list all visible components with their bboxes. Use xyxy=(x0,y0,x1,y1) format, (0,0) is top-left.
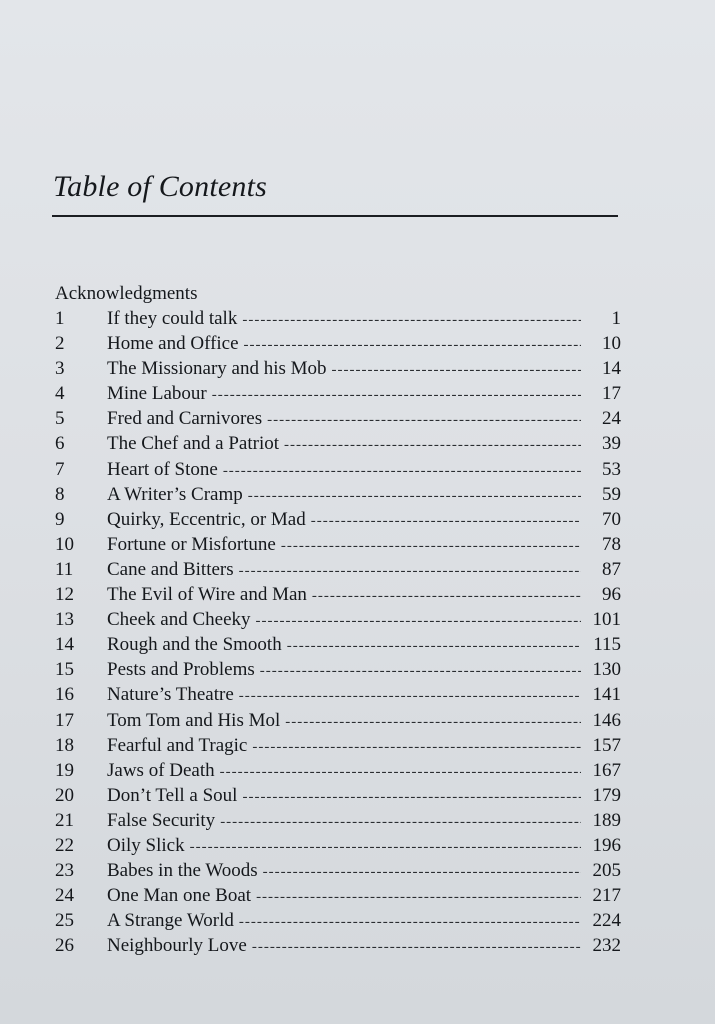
dot-leader xyxy=(311,509,581,534)
page-number: 115 xyxy=(593,634,621,656)
dot-leader xyxy=(252,735,581,760)
page-number: 59 xyxy=(602,483,621,505)
dot-leader xyxy=(220,760,581,785)
dot-leader xyxy=(242,308,581,333)
toc-entry xyxy=(55,657,621,682)
chapter-title: Cane and Bitters xyxy=(107,558,234,580)
chapter-number: 24 xyxy=(55,885,74,907)
toc-entry xyxy=(55,933,621,958)
toc-entry xyxy=(55,758,621,783)
toc-entry xyxy=(55,406,621,431)
toc-entry xyxy=(55,381,621,406)
chapter-title: Tom Tom and His Mol xyxy=(107,709,281,731)
chapter-title: Babes in the Woods xyxy=(107,860,258,882)
dot-leader xyxy=(256,609,581,634)
chapter-number: 18 xyxy=(55,734,74,756)
dot-leader xyxy=(263,860,581,885)
toc-entry xyxy=(55,356,621,381)
chapter-title: Nature’s Theatre xyxy=(107,684,234,706)
dot-leader xyxy=(284,433,581,458)
dot-leader xyxy=(285,710,581,735)
chapter-number: 25 xyxy=(55,910,74,932)
dot-leader xyxy=(312,584,581,609)
dot-leader xyxy=(190,835,581,860)
page-number: 101 xyxy=(592,609,621,631)
page-number: 14 xyxy=(602,358,621,380)
page-number: 141 xyxy=(592,684,621,706)
toc-preface-entry: Acknowledgments xyxy=(55,283,198,304)
toc-entry xyxy=(55,532,621,557)
page-number: 189 xyxy=(592,809,621,831)
chapter-title: The Missionary and his Mob xyxy=(107,358,327,380)
chapter-number: 4 xyxy=(55,383,65,405)
chapter-title: Fred and Carnivores xyxy=(107,408,263,430)
chapter-number: 26 xyxy=(55,935,74,957)
toc-entry xyxy=(55,557,621,582)
toc-entry xyxy=(55,682,621,707)
dot-leader xyxy=(239,559,581,584)
toc-entry xyxy=(55,708,621,733)
dot-leader xyxy=(287,634,581,659)
toc-entry xyxy=(55,607,621,632)
toc-entry xyxy=(55,808,621,833)
page-number: 53 xyxy=(602,458,621,480)
page-number: 10 xyxy=(602,333,621,355)
chapter-title: The Chef and a Patriot xyxy=(107,433,280,455)
chapter-number: 10 xyxy=(55,533,74,555)
chapter-number: 6 xyxy=(55,433,65,455)
toc-entry xyxy=(55,431,621,456)
chapter-title: One Man one Boat xyxy=(107,885,252,907)
dot-leader xyxy=(239,684,581,709)
toc-entry xyxy=(55,457,621,482)
chapter-title: A Strange World xyxy=(107,910,234,932)
dot-leader xyxy=(267,408,581,433)
toc-entry xyxy=(55,582,621,607)
chapter-number: 15 xyxy=(55,659,74,681)
dot-leader xyxy=(332,358,581,383)
dot-leader xyxy=(244,333,581,358)
dot-leader xyxy=(212,383,581,408)
chapter-title: Oily Slick xyxy=(107,834,185,856)
page-number: 24 xyxy=(602,408,621,430)
chapter-title: The Evil of Wire and Man xyxy=(107,584,307,606)
chapter-title: Quirky, Eccentric, or Mad xyxy=(107,508,306,530)
chapter-number: 3 xyxy=(55,358,65,380)
toc-entry xyxy=(55,883,621,908)
chapter-number: 16 xyxy=(55,684,74,706)
dot-leader xyxy=(242,785,581,810)
page-number: 96 xyxy=(602,584,621,606)
toc-entry xyxy=(55,833,621,858)
chapter-title: False Security xyxy=(107,809,216,831)
toc-entry xyxy=(55,331,621,356)
page-number: 39 xyxy=(602,433,621,455)
chapter-number: 21 xyxy=(55,809,74,831)
page-number: 224 xyxy=(592,910,621,932)
page-number: 196 xyxy=(592,834,621,856)
chapter-number: 8 xyxy=(55,483,65,505)
chapter-number: 19 xyxy=(55,759,74,781)
page-number: 70 xyxy=(602,508,621,530)
chapter-number: 12 xyxy=(55,584,74,606)
chapter-number: 5 xyxy=(55,408,65,430)
chapter-number: 13 xyxy=(55,609,74,631)
page-number: 17 xyxy=(602,383,621,405)
toc-entry xyxy=(55,733,621,758)
chapter-number: 22 xyxy=(55,834,74,856)
toc-entry xyxy=(55,632,621,657)
page-number: 205 xyxy=(592,860,621,882)
chapter-number: 1 xyxy=(55,308,65,329)
toc-entry xyxy=(55,908,621,933)
chapter-title: Mine Labour xyxy=(107,383,207,405)
chapter-number: 17 xyxy=(55,709,74,731)
toc-title: Table of Contents xyxy=(53,170,267,203)
dot-leader xyxy=(260,659,581,684)
chapter-title: A Writer’s Cramp xyxy=(107,483,243,505)
chapter-title: Fortune or Misfortune xyxy=(107,533,276,555)
toc-entry xyxy=(55,306,621,331)
dot-leader xyxy=(252,935,581,960)
dot-leader xyxy=(223,459,581,484)
chapter-number: 2 xyxy=(55,333,65,355)
page-number: 232 xyxy=(592,935,621,957)
chapter-title: If they could talk xyxy=(107,308,238,329)
chapter-number: 14 xyxy=(55,634,74,656)
page-number: 179 xyxy=(592,784,621,806)
toc-entry xyxy=(55,482,621,507)
chapter-title: Home and Office xyxy=(107,333,239,355)
page-number: 87 xyxy=(602,558,621,580)
chapter-number: 7 xyxy=(55,458,65,480)
toc-entry-list xyxy=(55,306,621,958)
page-number: 130 xyxy=(592,659,621,681)
chapter-title: Neighbourly Love xyxy=(107,935,247,957)
chapter-title: Fearful and Tragic xyxy=(107,734,248,756)
dot-leader xyxy=(256,885,581,910)
chapter-title: Pests and Problems xyxy=(107,659,255,681)
dot-leader xyxy=(239,910,581,935)
toc-entry xyxy=(55,858,621,883)
page-number: 157 xyxy=(592,734,621,756)
page-number: 78 xyxy=(602,533,621,555)
chapter-number: 20 xyxy=(55,784,74,806)
chapter-title: Rough and the Smooth xyxy=(107,634,282,656)
page-number: 1 xyxy=(611,308,621,329)
chapter-title: Cheek and Cheeky xyxy=(107,609,251,631)
dot-leader xyxy=(248,484,581,509)
chapter-number: 23 xyxy=(55,860,74,882)
chapter-number: 11 xyxy=(55,558,74,580)
page-number: 146 xyxy=(592,709,621,731)
title-rule xyxy=(52,215,618,217)
chapter-title: Don’t Tell a Soul xyxy=(107,784,238,806)
chapter-title: Heart of Stone xyxy=(107,458,218,480)
toc-entry xyxy=(55,507,621,532)
chapter-number: 9 xyxy=(55,508,65,530)
dot-leader xyxy=(220,810,581,835)
dot-leader xyxy=(281,534,581,559)
page-number: 167 xyxy=(592,759,621,781)
toc-entry xyxy=(55,783,621,808)
page-number: 217 xyxy=(592,885,621,907)
chapter-title: Jaws of Death xyxy=(107,759,215,781)
